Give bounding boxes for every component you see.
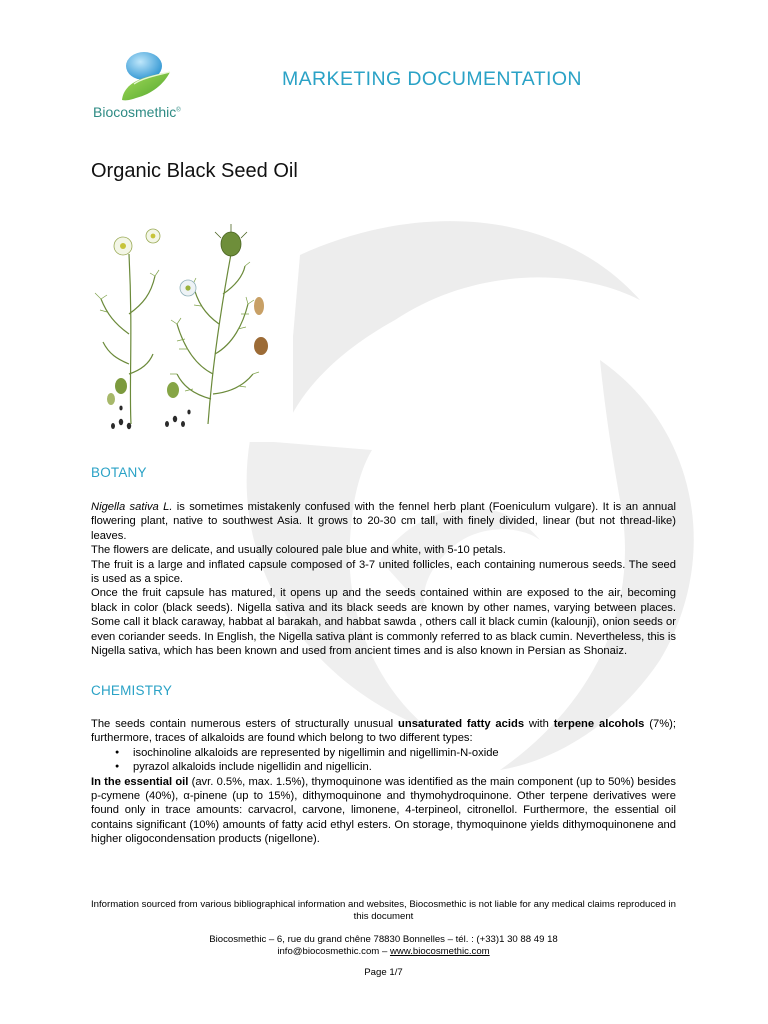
brand-logo (90, 48, 210, 128)
website-link[interactable]: www.biocosmethic.com (389, 946, 490, 958)
brand-name: Biocosmethic® (93, 104, 181, 120)
footer-disclaimer: Information sourced from various bibliographical information and websites, Biocosmethic is not liable for any medical claims reproduced in this document (91, 899, 676, 923)
section-heading-botany: BOTANY (91, 465, 147, 480)
section-heading-chemistry: CHEMISTRY (91, 683, 173, 698)
list-item: ● pyrazol alkaloids include nigellidin and nigellicin. (91, 760, 676, 774)
footer-address (91, 934, 676, 958)
contact-line (91, 946, 676, 958)
header-title: MARKETING DOCUMENTATION (282, 68, 582, 90)
latin-name: Nigella sativa L. (91, 501, 173, 513)
chemistry-text (91, 717, 676, 847)
company-address: Biocosmethic – 6, rue du grand chêne 78830 Bonnelles – tél. : (+33)1 30 88 49 18 (209, 934, 558, 945)
email: info@biocosmethic.com – (277, 946, 390, 958)
document-title: Organic Black Seed Oil (91, 160, 298, 182)
botany-paragraph-2: The flowers are delicate, and usually coloured pale blue and white, with 5-10 petals. (91, 544, 506, 557)
botany-paragraph-1: Nigella sativa L. is sometimes mistakenly confused with the fennel herb plant (Foeniculum vulgare). It is an annual flowering plant, native to southwest Asia. It grows to 20-30 cm tall, with finely divided, linear (but not thread-like) leaves. (91, 501, 676, 542)
page-number: Page 1/7 (364, 967, 403, 978)
botany-paragraph-3: The fruit is a large and inflated capsule composed of 3-7 united follicles, each containing numerous seeds. The seed is used as a spice. (91, 558, 676, 586)
botany-paragraph-4: Once the fruit capsule has matured, it opens up and the seeds contained within are exposed to the air, becoming black in color (black seeds). Nigella sativa and its black seeds are known by other names, varying between places. Some call it black caraway, habbat al barakah, and habbat sawda , others call it black cumin (kalounji), onion seeds or even coriander seeds. In English, the Nigella sativa plant is commonly referred to as black cumin. Nevertheless, this is Nigella sativa, which has been known and used from ancient times and is also known in Persian as Shonaiz. (91, 587, 676, 658)
chemistry-intro: The seeds contain numerous esters of structurally unusual unsaturated fatty acids with terpene alcohols (7%); furthermore, traces of alkaloids are found which belong to two different types: (91, 718, 676, 745)
list-item: ● isochinoline alkaloids are represented by nigellimin and nigellimin-N-oxide (91, 746, 676, 760)
nigella-plant-illustration (93, 214, 293, 442)
logo-drop-leaf-icon (118, 48, 178, 106)
botany-text (91, 500, 676, 658)
alkaloid-list (91, 746, 676, 775)
essential-oil-paragraph: In the essential oil (avr. 0.5%, max. 1.5%), thymoquinone was identified as the main component (up to 50%) besides p-cymene (40%), α-pinene (up to 15%), dithymoquinone and thymohydroquinone. Other terpene derivatives were found only in trace amounts: carvacrol, carvone, limonene, 4-terpineol, citronellol. Furthermore, the essential oil contains significant (10%) amounts of fatty acid ethyl esters. On storage, thymoquinone yields dithymoquinonene and higher oligocondensation products (nigellone). (91, 775, 676, 846)
